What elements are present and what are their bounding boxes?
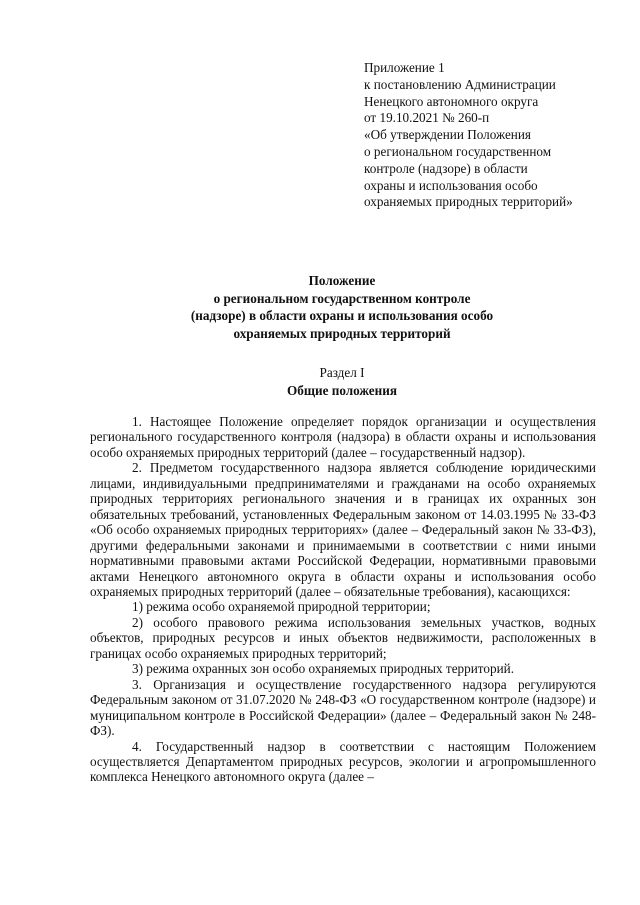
appendix-line: охраняемых природных территорий» <box>364 194 573 210</box>
body-text <box>90 414 596 785</box>
paragraph-2-item-3: 3) режима охранных зон особо охраняемых природных территорий. <box>132 661 514 677</box>
appendix-line: от 19.10.2021 № 260-п <box>364 110 490 126</box>
paragraph-2-item-2: 2) особого правового режима использования земельных участков, водных объектов, природных ресурсов и иных объектов недвижимости, расположенных в границах особо охраняемых природных территорий; <box>90 614 596 661</box>
title-line: Положение <box>308 273 376 288</box>
section-heading: Общие положения <box>287 383 397 398</box>
title-line: (надзоре) в области охраны и использования особо <box>190 308 494 323</box>
document-title <box>90 272 594 342</box>
appendix-line: к постановлению Администрации <box>364 76 556 92</box>
section-number: Раздел I <box>319 365 365 380</box>
appendix-line: Ненецкого автономного округа <box>364 93 539 109</box>
paragraph-2-item-1: 1) режима особо охраняемой природной территории; <box>132 599 431 615</box>
appendix-line: Приложение 1 <box>364 60 445 75</box>
paragraph-2: 2. Предметом государственного надзора является соблюдение юридическими лицами, индивидуальными предпринимателями и гражданами на особо охраняемых природных территориях регионального значения и в границах их охранных зон обязательных требований, установленных Федеральным законом от 14.03.1995 № 33-ФЗ «Об особо охраняемых природных территориях» (далее – Федеральный закон № 33-ФЗ), другими федеральными законами и принимаемыми в соответствии с ними иными нормативными правовыми актами Российской Федерации, нормативными правовыми актами Ненецкого автономного округа в области охраны и использования особо охраняемых природных территорий (далее – обязательные требования), касающихся: <box>90 460 596 599</box>
paragraph-1: 1. Настоящее Положение определяет порядок организации и осуществления регионального государственного контроля (надзора) в области охраны и использования особо охраняемых природных территорий (далее – государственный надзор). <box>90 414 596 460</box>
appendix-line: о региональном государственном <box>364 143 552 159</box>
appendix-block <box>364 60 624 211</box>
paragraph-4: 4. Государственный надзор в соответствии с настоящим Положением осуществляется Департаментом природных ресурсов, экологии и агропромышленного комплекса Ненецкого автономного округа (далее – <box>90 738 596 785</box>
title-line: охраняемых природных территорий <box>233 325 451 341</box>
appendix-line: «Об утверждении Положения <box>364 127 531 143</box>
title-line: о региональном государственном контроле <box>213 290 471 306</box>
appendix-line: контроле (надзоре) в области <box>364 160 528 176</box>
paragraph-3: 3. Организация и осуществление государственного надзора регулируются Федеральным законом от 31.07.2020 № 248-ФЗ «О государственном контроле (надзоре) и муниципальном контроле в Российской Федерации» (далее – Федеральный закон № 248-ФЗ). <box>90 676 596 739</box>
appendix-line: охраны и использования особо <box>364 177 538 193</box>
section-header <box>90 364 594 400</box>
